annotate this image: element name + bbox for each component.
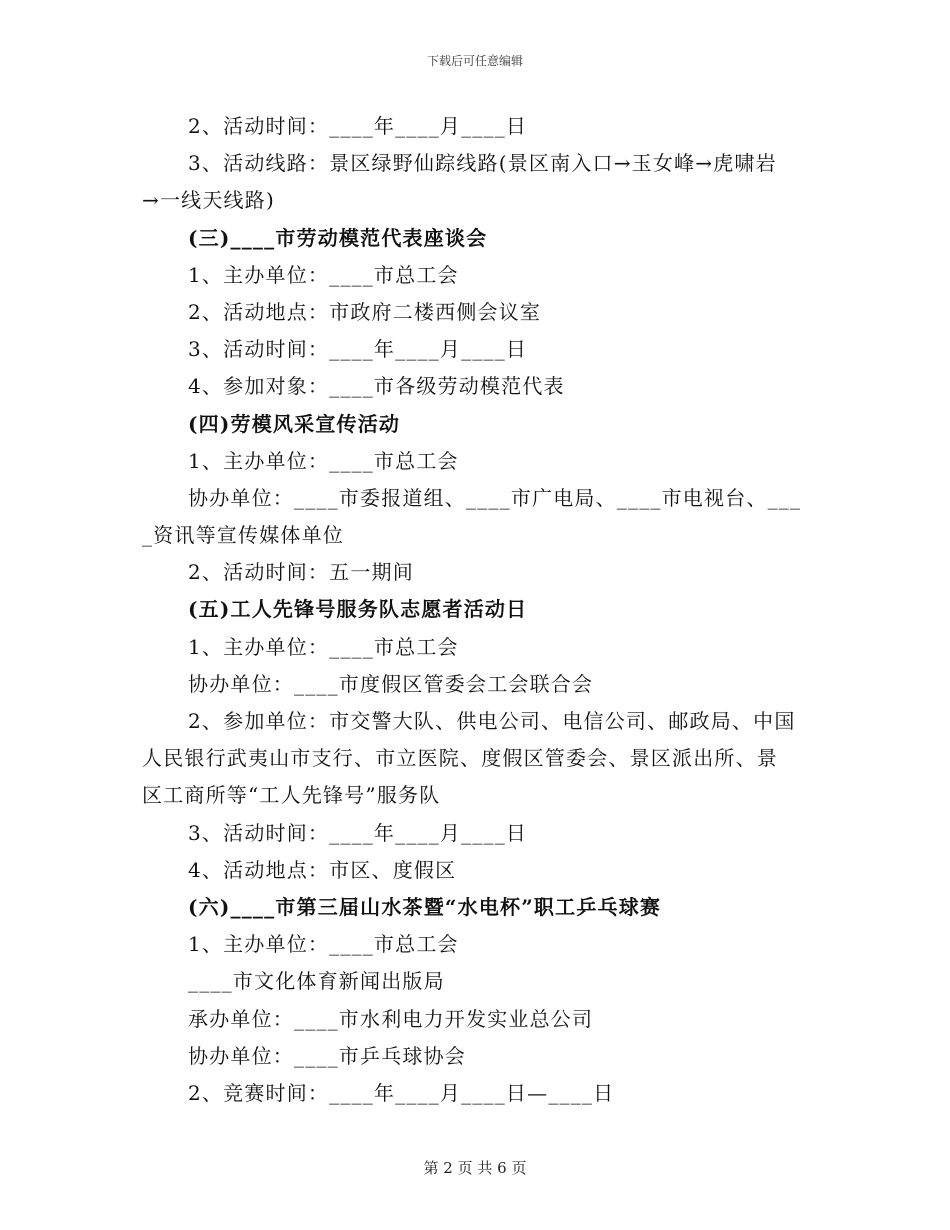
- text-line: 2、参加单位：市交警大队、供电公司、电信公司、邮政局、中国: [188, 709, 796, 733]
- text-line: 4、活动地点：市区、度假区: [188, 857, 457, 882]
- page-footer: 第 2 页 共 6 页: [423, 1159, 527, 1177]
- text-line: 2、活动时间：____年____月____日: [188, 114, 528, 138]
- text-line: 2、活动地点：市政府二楼西侧会议室: [188, 299, 542, 324]
- text-line: 1、主办单位：____市总工会: [188, 634, 459, 659]
- text-line: 1、主办单位：____市总工会: [188, 262, 459, 287]
- section-heading: (六)____市第三届山水茶暨“水电杯”职工乒乓球赛: [188, 894, 662, 919]
- text-line: 协办单位：____市乒乓球协会: [188, 1043, 466, 1068]
- text-line: 人民银行武夷山市支行、市立医院、度假区管委会、景区派出所、景: [142, 746, 778, 771]
- text-line: →一线天线路): [142, 188, 275, 213]
- text-line: 1、主办单位：____市总工会: [188, 448, 459, 473]
- text-line: 2、竞赛时间：____年____月____日—____日: [188, 1080, 615, 1105]
- text-line: 4、参加对象：____市各级劳动模范代表: [188, 374, 565, 399]
- text-line: 3、活动时间：____年____月____日: [188, 337, 528, 362]
- text-line: 2、活动时间：五一期间: [188, 560, 414, 585]
- document-body: [142, 108, 810, 1112]
- text-line: 协办单位：____市度假区管委会工会联合会: [188, 671, 594, 696]
- text-line: _资讯等宣传媒体单位: [142, 523, 344, 548]
- text-line: 3、活动线路：景区绿野仙踪线路(景区南入口→玉女峰→虎啸岩: [188, 151, 777, 176]
- text-line: 1、主办单位：____市总工会: [188, 932, 459, 957]
- text-line: ____市文化体育新闻出版局: [188, 969, 445, 994]
- text-line: 承办单位：____市水利电力开发实业总公司: [188, 1006, 594, 1031]
- section-heading: (五)工人先锋号服务队志愿者活动日: [188, 597, 528, 622]
- text-line: 区工商所等“工人先锋号”服务队: [142, 783, 441, 808]
- section-heading: (四)劳模风采宣传活动: [188, 411, 401, 436]
- section-heading: (三)____市劳动模范代表座谈会: [188, 225, 488, 250]
- text-line: 协办单位：____市委报道组、____市广电局、____市电视台、___: [188, 485, 802, 510]
- page-header: 下载后可任意编辑: [426, 54, 523, 68]
- text-line: 3、活动时间：____年____月____日: [188, 820, 528, 845]
